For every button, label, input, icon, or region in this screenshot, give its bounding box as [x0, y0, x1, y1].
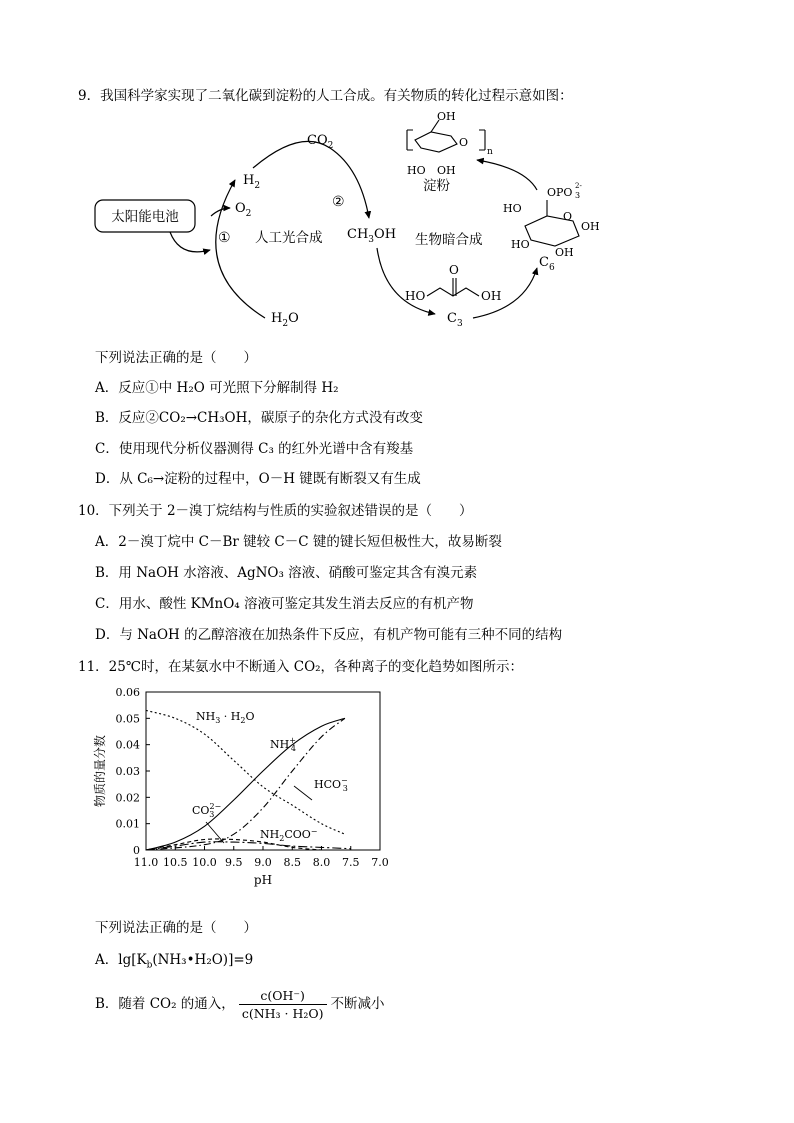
svg-text:3: 3	[575, 191, 581, 200]
o2-label: $O_2$	[235, 201, 252, 219]
dha-ho: HO	[405, 289, 426, 303]
c6-label: $C_6$	[539, 255, 555, 273]
y-tick-label: 0.02	[115, 791, 140, 805]
pointer-co3	[206, 822, 224, 843]
svg-text:OH: OH	[437, 110, 456, 123]
q9-diagram	[85, 108, 625, 340]
fraction: $\frac{c(OH^-)}{\text{c(NH₃ · H₂O)}}$	[239, 988, 327, 1021]
svg-text:2-: 2-	[575, 182, 582, 190]
label-co3: $CO^{2-}$ 3	[192, 802, 222, 819]
q11-prompt: 下列说法正确的是（ ）	[95, 920, 257, 936]
q9-option-c: C．使用现代分析仪器测得 C₃ 的红外光谱中含有羧基	[95, 441, 414, 457]
arc-c6-to-starch	[477, 160, 537, 190]
label-nh2coo: $NH_2COO^-$	[260, 827, 318, 843]
label-nh3h2o: $NH_3 \cdot H_2O$	[196, 710, 255, 725]
svg-text:OPO: OPO	[547, 186, 573, 199]
y-tick-label: 0.04	[115, 738, 140, 752]
q11-option-a: A．$\lg[K_b(NH_3•H_2O)]=9$	[95, 952, 254, 971]
solar-arrow	[170, 232, 210, 252]
svg-text:HO: HO	[503, 202, 522, 215]
x-tick-label: 8.5	[283, 856, 301, 869]
series-line-0	[146, 710, 345, 834]
x-tick-label: 10.5	[163, 856, 188, 869]
svg-text:HO: HO	[511, 238, 530, 251]
x-tick-label: 7.0	[371, 856, 389, 869]
artificial-label: 人工光合成	[255, 230, 323, 246]
step1-label: ①	[218, 230, 231, 246]
y-tick-label: 0	[133, 844, 140, 857]
q9-stem: 9．我国科学家实现了二氧化碳到淀粉的人工合成。有关物质的转化过程示意如图：	[78, 88, 573, 104]
c3-label: $C_3$	[447, 311, 463, 329]
dha-o: O	[449, 263, 459, 277]
q10-stem: 10．下列关于 2－溴丁烷结构与性质的实验叙述错误的是（ ）	[78, 503, 473, 519]
y-axis-label: 物质的量分数	[93, 734, 107, 808]
q10-option-b: B．用 NaOH 水溶液、AgNO₃ 溶液、硝酸可鉴定其含有溴元素	[95, 565, 478, 581]
q11-option-b: B．随着 CO₂ 的通入， $\frac{c(OH^-)}{\text{c(NH₃ · H₂O)}}$ 不断减小	[95, 988, 385, 1021]
q9-option-a: A．反应①中 H₂O 可光照下分解制得 H₂	[95, 380, 339, 396]
svg-text:OH: OH	[555, 246, 574, 259]
meoh-label: $CH_3OH$	[347, 227, 397, 245]
q10-option-d: D．与 NaOH 的乙醇溶液在加热条件下反应，有机产物可能有三种不同的结构	[95, 627, 563, 643]
q9-option-d: D．从 C₆→淀粉的过程中，O－H 键既有断裂又有生成	[95, 471, 421, 487]
q11-stem: 11．25℃时，在某氨水中不断通入 CO₂，各种离子的变化趋势如图所示：	[78, 659, 524, 675]
svg-text:n: n	[487, 147, 493, 157]
svg-text:OH: OH	[437, 164, 456, 177]
svg-text:HO: HO	[407, 164, 426, 177]
q10-option-a: A．2－溴丁烷中 C－Br 键较 C－C 键的键长短但极性大，故易断裂	[95, 534, 502, 550]
c6-structure	[503, 182, 600, 259]
starch-structure	[407, 110, 493, 177]
step2-label: ②	[332, 194, 345, 210]
x-tick-label: 11.0	[133, 856, 159, 869]
x-axis-label: pH	[253, 873, 273, 887]
dha-oh: OH	[481, 289, 502, 303]
x-tick-label: 9.0	[254, 856, 272, 869]
x-tick-label: 10.0	[192, 856, 217, 869]
svg-text:O: O	[563, 210, 573, 223]
x-tick-label: 7.5	[342, 856, 360, 869]
label-nh4: NH+ 4	[270, 736, 297, 753]
y-tick-label: 0.05	[115, 712, 140, 726]
solar-cell-label: 太阳能电池	[111, 209, 179, 225]
q10-option-c: C．用水、酸性 KMnO₄ 溶液可鉴定其发生消去反应的有机产物	[95, 596, 474, 612]
starch-label: 淀粉	[423, 178, 450, 194]
svg-text:OH: OH	[581, 220, 600, 233]
series-line-4	[146, 842, 351, 850]
x-tick-label: 8.0	[312, 856, 331, 869]
co2-label: $CO_2$	[307, 133, 334, 151]
x-tick-label: 9.5	[225, 856, 243, 869]
label-hco3: HCO− 3	[314, 776, 348, 793]
h2-label: $H_2$	[243, 173, 261, 191]
y-tick-label: 0.03	[115, 765, 140, 778]
h2o-label: $H_2O$	[271, 311, 299, 329]
q9-prompt: 下列说法正确的是（ ）	[95, 350, 257, 366]
arc-h2-to-meoh	[253, 141, 369, 218]
svg-text:O: O	[459, 136, 469, 149]
q11-chart	[88, 680, 408, 902]
y-tick-label: 0.01	[115, 817, 140, 831]
bio-label: 生物暗合成	[415, 232, 483, 248]
q9-option-b: B．反应②CO₂→CH₃OH，碳原子的杂化方式没有改变	[95, 410, 423, 426]
pointer-hco3	[294, 786, 312, 800]
arc-meoh-to-c3	[377, 248, 435, 314]
y-tick-label: 0.06	[115, 686, 140, 699]
